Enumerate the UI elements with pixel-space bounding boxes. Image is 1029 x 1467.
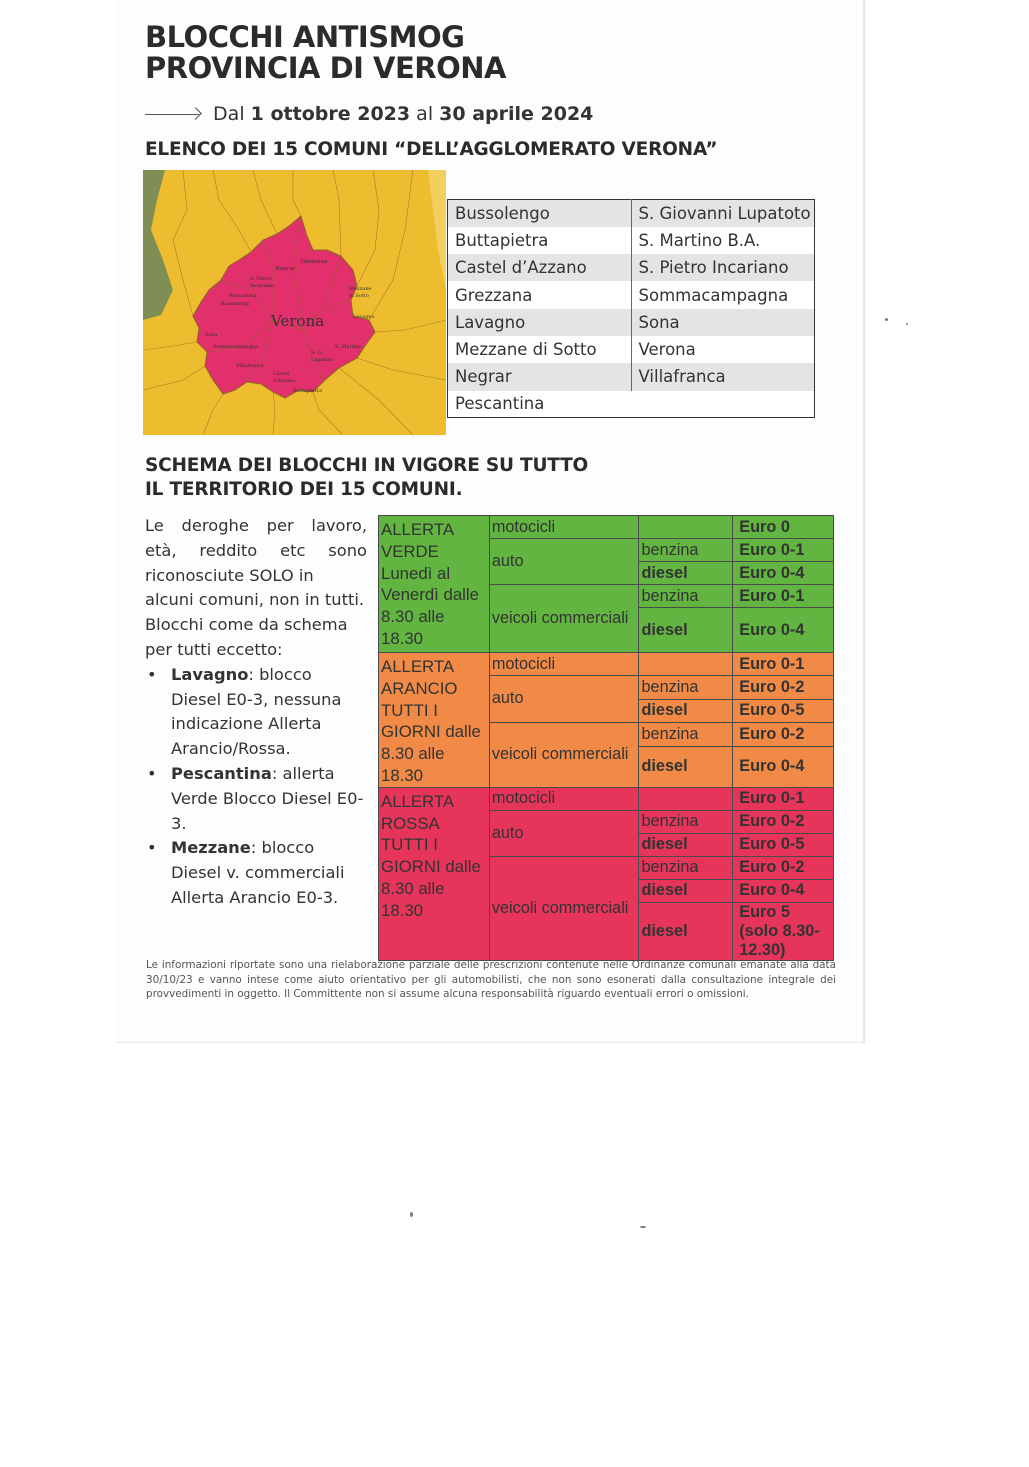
exception-comune: Pescantina (171, 763, 272, 783)
table-row (448, 309, 815, 336)
fuel-cell: diesel (639, 902, 733, 960)
map-label: S. G. (311, 350, 323, 356)
scan-speck (640, 1226, 646, 1228)
euro-cell: Euro 0-2 (733, 856, 834, 879)
euro-cell: Euro 0-5 (733, 833, 834, 856)
page-title (145, 22, 506, 84)
schema-title (145, 454, 588, 502)
deroghe-intro-line: età, reddito etc sono (145, 540, 367, 560)
table-row (448, 254, 815, 281)
vehicle-cell: veicoli commerciali (489, 585, 639, 653)
euro-cell (733, 902, 834, 960)
fuel-cell: benzina (639, 585, 733, 608)
euro-cell: Euro 0-4 (733, 879, 834, 902)
scan-speck (410, 1212, 413, 1217)
comune-cell: Castel d’Azzano (448, 254, 632, 281)
fuel-cell (639, 653, 733, 676)
exception-comune: Lavagno (171, 664, 249, 684)
comune-cell: Bussolengo (448, 200, 632, 227)
comune-cell: Sommacampagna (631, 281, 815, 308)
euro-cell: Euro 0-1 (733, 653, 834, 676)
euro-cell: Euro 0-4 (733, 608, 834, 653)
list-item (145, 663, 367, 762)
schema-title-line-1: SCHEMA DEI BLOCCHI IN VIGORE SU TUTTO (145, 455, 589, 476)
euro-cell: Euro 0-1 (733, 585, 834, 608)
fuel-cell: benzina (639, 539, 733, 562)
comune-cell: Verona (631, 336, 815, 363)
euro-cell: Euro 0-2 (733, 810, 834, 833)
table-row (448, 200, 815, 227)
map-label: Negrar (275, 266, 296, 272)
disclaimer: Le informazioni riportate sono una rielaborazione parziale delle prescrizioni contenute nelle Ordinanze comunali emanate alla data 30/10/23 e vanno intese come aiuto orientativo per gli automobilisti, che non sono esonerati dalla consultazione integrale dei provvedimenti in oggetto. Il Committente non si assume alcuna responsabilità riguardo eventuali errori o omissioni. (146, 959, 836, 1001)
table-row (448, 336, 815, 363)
map-label: Buttapietra (293, 388, 323, 394)
fuel-cell: diesel (639, 833, 733, 856)
fuel-cell: diesel (639, 879, 733, 902)
exception-text: : blocco Diesel v. commerciali Allerta Arancio E0-3. (171, 838, 345, 907)
comune-cell (631, 391, 815, 418)
table-row (448, 281, 815, 308)
map-label: Mezzane (349, 286, 372, 292)
list-item (145, 836, 367, 910)
alert-verde: ALLERTA VERDE Lunedì al Venerdì dalle 8.30 alle 18.30 (379, 516, 490, 653)
euro-cell: Euro 0-2 (733, 722, 834, 746)
map-label: Castel (273, 371, 289, 377)
euro-5-label: Euro 5 (solo 8.30-12.30) (739, 902, 820, 959)
map-label: Bussolengo (221, 301, 251, 307)
vehicle-cell: motocicli (489, 787, 639, 810)
exception-text: : blocco Diesel E0-3, nessuna indicazione Allerta Arancio/Rossa. (171, 664, 342, 759)
map-label: Pescantina (229, 293, 257, 299)
comune-cell: Buttapietra (448, 227, 632, 254)
fuel-cell: diesel (639, 608, 733, 653)
map-label: Lupatoto (311, 357, 334, 363)
comune-cell: Pescantina (448, 391, 632, 418)
deroghe-text (145, 514, 367, 911)
vehicle-cell: veicoli commerciali (489, 856, 639, 960)
comuni-table (447, 199, 815, 418)
comune-cell: Grezzana (448, 281, 632, 308)
map-label: Verona (271, 312, 325, 330)
map-label: S. Martino (335, 344, 362, 350)
euro-cell: Euro 0 (733, 516, 834, 539)
end-date: 30 aprile 2024 (439, 103, 594, 125)
arrow-right-icon (145, 114, 199, 115)
map-label: di Sotto (349, 293, 369, 299)
exception-text: : allerta Verde Blocco Diesel E0-3. (171, 763, 364, 833)
schema-title-line-2: IL TERRITORIO DEI 15 COMUNI. (145, 479, 463, 500)
scan-speck (885, 318, 888, 321)
map-label: Sommacampagna (213, 344, 259, 350)
table-row (448, 227, 815, 254)
vehicle-cell: auto (489, 539, 639, 585)
map-label: d'Azzano (273, 378, 296, 384)
map-label: Lavagno (353, 314, 375, 320)
comune-cell: S. Pietro Incariano (631, 254, 815, 281)
dates-prefix: Dal (213, 103, 245, 125)
map-label: Sona (205, 332, 218, 338)
fuel-cell: diesel (639, 746, 733, 787)
euro-cell: Euro 0-5 (733, 699, 834, 722)
vehicle-cell: motocicli (489, 516, 639, 539)
list-item (145, 762, 367, 836)
table-row (379, 787, 834, 810)
comune-cell: S. Giovanni Lupatoto (631, 200, 815, 227)
table-row (379, 516, 834, 539)
fuel-cell: benzina (639, 856, 733, 879)
euro-cell: Euro 0-2 (733, 676, 834, 700)
title-line-2: PROVINCIA DI VERONA (145, 51, 506, 85)
euro-cell: Euro 0-1 (733, 787, 834, 810)
comune-cell: Sona (631, 309, 815, 336)
exception-comune: Mezzane (171, 838, 251, 858)
fuel-cell: diesel (639, 562, 733, 585)
fuel-cell: benzina (639, 676, 733, 700)
deroghe-intro-line: Le deroghe per lavoro, (145, 516, 367, 535)
comune-cell: Lavagno (448, 309, 632, 336)
scan-speck (906, 323, 908, 325)
map-label: Villafranca (236, 363, 264, 369)
fuel-cell: diesel (639, 699, 733, 722)
euro-cell: Euro 0-4 (733, 562, 834, 585)
title-line-1: BLOCCHI ANTISMOG (145, 20, 465, 54)
deroghe-intro: riconosciute SOLO in alcuni comuni, non in tutti. Blocchi come da schema per tutti eccetto: (145, 565, 365, 659)
euro-cell: Euro 0-1 (733, 539, 834, 562)
dates-middle: al (416, 103, 434, 125)
map-label: Incariano (250, 283, 275, 289)
validity-period (145, 103, 593, 125)
comuni-subtitle: ELENCO DEI 15 COMUNI “DELL’AGGLOMERATO VERONA” (145, 139, 718, 160)
fuel-cell: benzina (639, 810, 733, 833)
exceptions-list (145, 663, 367, 911)
comune-cell: S. Martino B.A. (631, 227, 815, 254)
vehicle-cell: motocicli (489, 653, 639, 676)
alert-arancio: ALLERTA ARANCIO TUTTI I GIORNI dalle 8.30 alle 18.30 (379, 653, 490, 788)
euro-cell: Euro 0-4 (733, 746, 834, 787)
comune-cell: Mezzane di Sotto (448, 336, 632, 363)
map-label: S. Pietro (250, 276, 272, 282)
vehicle-cell: auto (489, 676, 639, 723)
comune-cell: Villafranca (631, 363, 815, 390)
fuel-cell (639, 516, 733, 539)
vehicle-cell: auto (489, 810, 639, 856)
table-row (448, 363, 815, 390)
alert-rossa: ALLERTA ROSSA TUTTI I GIORNI dalle 8.30 alle 18.30 (379, 787, 490, 960)
start-date: 1 ottobre 2023 (250, 103, 411, 125)
fuel-cell (639, 787, 733, 810)
comune-cell: Negrar (448, 363, 632, 390)
table-row (448, 391, 815, 418)
vehicle-cell: veicoli commerciali (489, 722, 639, 787)
fuel-cell: benzina (639, 722, 733, 746)
agglomerato-map (143, 170, 446, 435)
blocchi-table (378, 515, 834, 961)
map-label: Grezzana (301, 259, 328, 265)
table-row (379, 653, 834, 676)
